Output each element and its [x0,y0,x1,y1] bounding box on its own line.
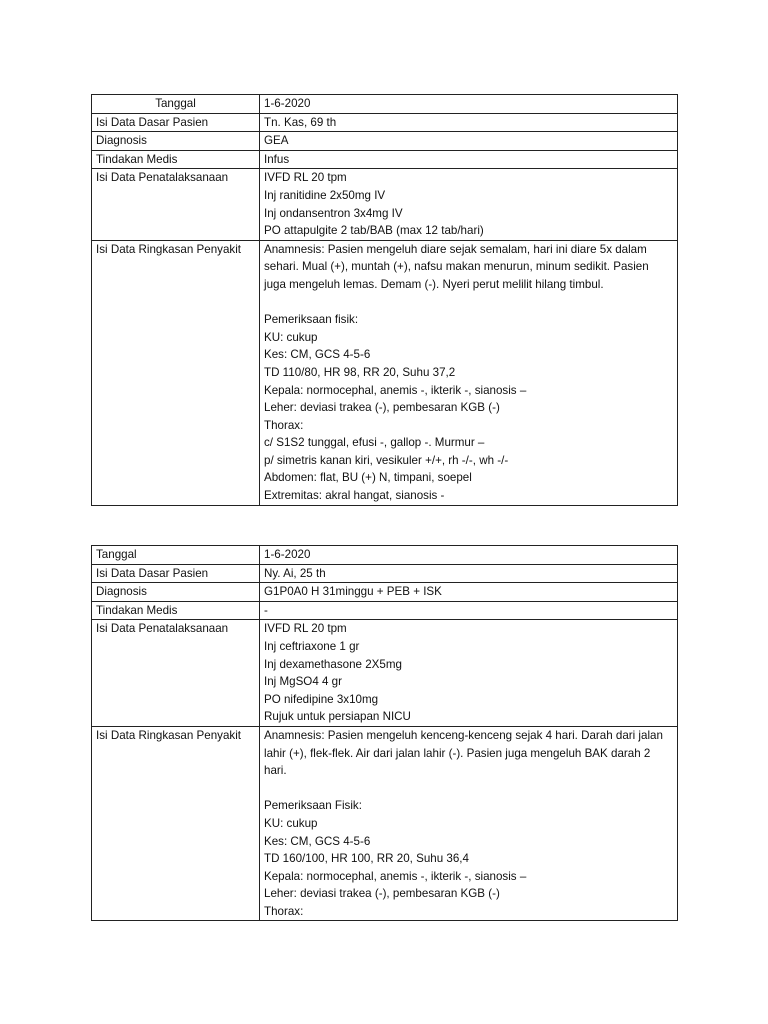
anamnesis-text: Anamnesis: Pasien mengeluh diare sejak semalam, hari ini diare 5x dalam sehari. Mual (+), muntah (+), nafsu makan menurun, minum sedikit. Pasien juga mengeluh lemas. Demam (-). Nyeri perut melilit hilang timbul. [264,242,649,291]
label-tanggal: Tanggal [92,546,260,565]
row-ringkasan [92,240,678,505]
label-penatalaksanaan: Isi Data Penatalaksanaan [92,620,260,727]
row-diagnosis [92,132,678,151]
value-pasien: Ny. Ai, 25 th [260,564,678,583]
pemeriksaan-line: Leher: deviasi trakea (-), pembesaran KGB (-) [264,887,500,901]
value-tindakan: Infus [260,150,678,169]
pemeriksaan-line: Leher: deviasi trakea (-), pembesaran KGB (-) [264,401,500,415]
value-ringkasan [260,726,678,921]
row-penatalaksanaan [92,169,678,240]
paragraph-spacer [264,294,673,312]
pemeriksaan-line: TD 160/100, HR 100, RR 20, Suhu 36,4 [264,852,469,866]
row-tanggal [92,95,678,114]
label-pasien: Isi Data Dasar Pasien [92,113,260,132]
row-pasien [92,564,678,583]
label-ringkasan: Isi Data Ringkasan Penyakit [92,726,260,921]
value-diagnosis: GEA [260,132,678,151]
medical-record-table-1 [91,94,678,506]
value-tanggal: 1-6-2020 [260,95,678,114]
pemeriksaan-line: KU: cukup [264,816,318,830]
row-penatalaksanaan [92,620,678,727]
pemeriksaan-line: Abdomen: flat, BU (+) N, timpani, soepel [264,471,472,485]
paragraph-spacer [264,780,673,798]
pemeriksaan-line: Thorax: [264,418,304,432]
value-pasien: Tn. Kas, 69 th [260,113,678,132]
row-ringkasan [92,726,678,921]
anamnesis-text: Anamnesis: Pasien mengeluh kenceng-kenceng sejak 4 hari. Darah dari jalan lahir (+), flek-flek. Air dari jalan lahir (-). Pasien juga mengeluh BAK darah 2 hari. [264,728,663,778]
medical-record-table-2 [91,545,678,921]
pemeriksaan-line: Kepala: normocephal, anemis -, ikterik -, sianosis – [264,383,527,397]
label-penatalaksanaan: Isi Data Penatalaksanaan [92,169,260,240]
penatalaksanaan-item: Inj MgSO4 4 gr [264,675,342,689]
label-diagnosis: Diagnosis [92,132,260,151]
pemeriksaan-line: Kes: CM, GCS 4-5-6 [264,348,371,362]
label-diagnosis: Diagnosis [92,583,260,602]
pemeriksaan-line: Thorax: [264,904,304,918]
penatalaksanaan-item: PO attapulgite 2 tab/BAB (max 12 tab/hari) [264,224,484,238]
value-penatalaksanaan [260,620,678,727]
row-tindakan [92,601,678,620]
penatalaksanaan-item: Inj ranitidine 2x50mg IV [264,188,386,202]
label-pasien: Isi Data Dasar Pasien [92,564,260,583]
value-penatalaksanaan [260,169,678,240]
value-tindakan: - [260,601,678,620]
pemeriksaan-line: Kes: CM, GCS 4-5-6 [264,834,371,848]
pemeriksaan-line: Kepala: normocephal, anemis -, ikterik -, sianosis – [264,869,527,883]
penatalaksanaan-item: Rujuk untuk persiapan NICU [264,710,411,724]
penatalaksanaan-item: IVFD RL 20 tpm [264,622,347,636]
row-tanggal [92,546,678,565]
penatalaksanaan-item: Inj ceftriaxone 1 gr [264,639,360,653]
value-diagnosis: G1P0A0 H 31minggu + PEB + ISK [260,583,678,602]
pemeriksaan-line: TD 110/80, HR 98, RR 20, Suhu 37,2 [264,365,456,379]
label-ringkasan: Isi Data Ringkasan Penyakit [92,240,260,505]
value-tanggal: 1-6-2020 [260,546,678,565]
pemeriksaan-line: c/ S1S2 tunggal, efusi -, gallop -. Murmur – [264,436,485,450]
pemeriksaan-line: Extremitas: akral hangat, sianosis - [264,489,445,503]
penatalaksanaan-item: Inj dexamethasone 2X5mg [264,657,402,671]
label-tindakan: Tindakan Medis [92,150,260,169]
row-tindakan [92,150,678,169]
pemeriksaan-line: p/ simetris kanan kiri, vesikuler +/+, rh -/-, wh -/- [264,453,509,467]
label-tanggal: Tanggal [92,95,260,114]
value-ringkasan [260,240,678,505]
penatalaksanaan-item: Inj ondansentron 3x4mg IV [264,206,403,220]
pemeriksaan-line: Pemeriksaan fisik: [264,313,359,327]
row-diagnosis [92,583,678,602]
label-tindakan: Tindakan Medis [92,601,260,620]
penatalaksanaan-item: PO nifedipine 3x10mg [264,692,379,706]
pemeriksaan-line: Pemeriksaan Fisik: [264,799,362,813]
penatalaksanaan-item: IVFD RL 20 tpm [264,171,347,185]
pemeriksaan-line: KU: cukup [264,330,318,344]
row-pasien [92,113,678,132]
